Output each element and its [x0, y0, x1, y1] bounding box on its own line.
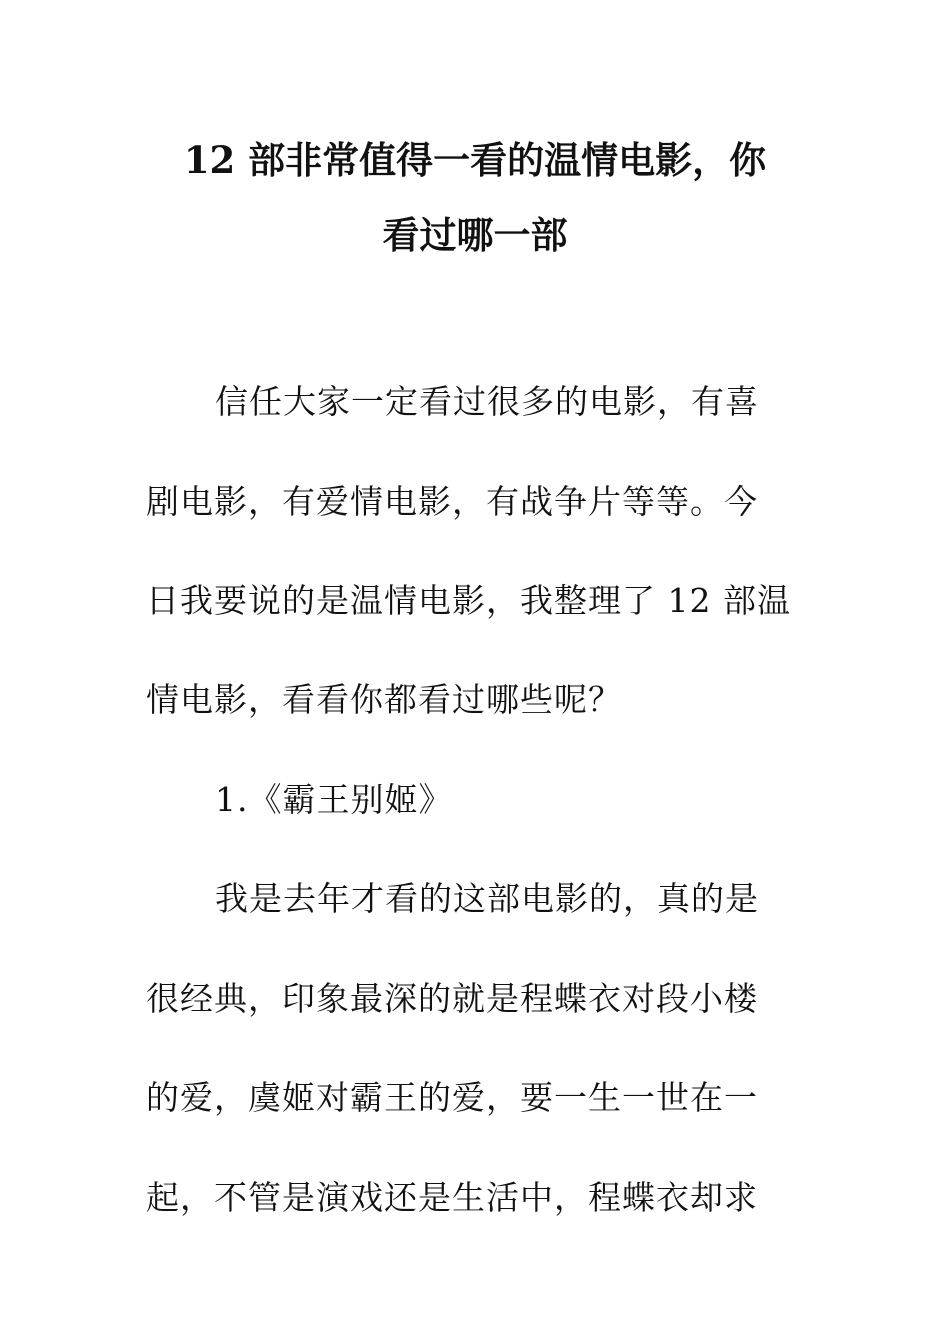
paragraph-1-line-4: 情电影，看看你都看过哪些呢？ [146, 680, 622, 719]
paragraph-2-line-4: 起，不管是演戏还是生活中，程蝶衣却求 [146, 1178, 758, 1217]
paragraph-1-line-2: 剧电影，有爱情电影，有战争片等等。今 [146, 482, 758, 521]
paragraph-1-line-3: 日我要说的是温情电影，我整理了 12 部温 [146, 581, 791, 620]
document-title-line-2: 看过哪一部 [382, 213, 568, 257]
paragraph-2-line-3: 的爱，虞姬对霸王的爱，要一生一世在一 [146, 1078, 758, 1117]
paragraph-1-line-1: 信任大家一定看过很多的电影，有喜 [215, 382, 759, 421]
paragraph-2-line-1: 我是去年才看的这部电影的，真的是 [215, 879, 759, 918]
document-title-line-1: 12 部非常值得一看的温情电影，你 [183, 138, 767, 182]
section-heading-1: 1.《霸王别姬》 [215, 780, 453, 819]
paragraph-2-line-2: 很经典，印象最深的就是程蝶衣对段小楼 [146, 979, 758, 1018]
